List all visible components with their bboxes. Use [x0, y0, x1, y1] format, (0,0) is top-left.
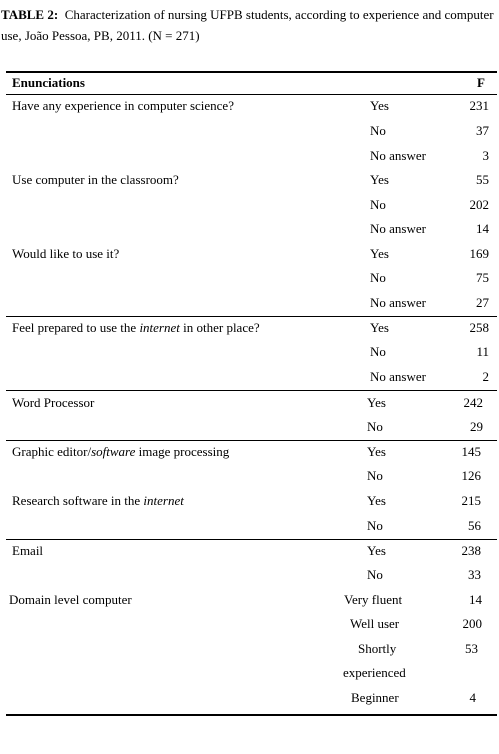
row-answer: No: [367, 419, 383, 434]
row-frequency: 29: [470, 419, 483, 434]
row-frequency: 200: [462, 616, 482, 631]
row-frequency: 14: [476, 221, 489, 236]
row-frequency: 33: [468, 567, 481, 582]
row-answer: Beginner: [351, 690, 399, 705]
row-answer: experienced: [343, 665, 406, 680]
row-answer: No: [367, 468, 383, 483]
table-title: Characterization of nursing UFPB students, according to experience and computer use, João Pessoa, PB, 2011. (N = 271): [1, 7, 494, 43]
row-frequency: 169: [469, 246, 489, 261]
row-answer: No: [370, 270, 386, 285]
row-answer: Very fluent: [344, 592, 403, 607]
row-answer: No answer: [370, 369, 426, 384]
row-enunciation-pre: Graphic editor/: [12, 444, 92, 459]
row-answer: Yes: [367, 493, 386, 508]
row-frequency: 2: [482, 369, 489, 384]
row-answer: Yes: [367, 543, 386, 558]
row-answer: No: [367, 567, 383, 582]
row-frequency: 27: [476, 295, 489, 310]
row-answer: Yes: [370, 246, 389, 261]
row-frequency: 56: [468, 518, 481, 533]
header-rule: [6, 94, 497, 95]
row-answer: Well user: [350, 616, 400, 631]
group-rule: [6, 539, 497, 540]
row-answer: No: [367, 518, 383, 533]
table-label: TABLE 2:: [1, 7, 59, 22]
row-enunciation: Domain level computer: [9, 592, 132, 607]
row-frequency: 53: [465, 641, 478, 656]
row-frequency: 126: [461, 468, 481, 483]
group-rule: [6, 440, 497, 441]
row-enunciation-em: internet: [143, 493, 184, 508]
row-frequency: 215: [461, 493, 481, 508]
group-rule: [6, 316, 497, 317]
row-answer: Yes: [367, 395, 386, 410]
row-enunciation: Email: [12, 543, 44, 558]
row-answer: No: [370, 344, 386, 359]
row-frequency: 145: [461, 444, 481, 459]
row-enunciation-em: software: [91, 444, 136, 459]
row-frequency: 3: [482, 148, 489, 163]
row-enunciation: [12, 493, 184, 509]
row-enunciation-post: image processing: [135, 444, 230, 459]
row-answer: Yes: [367, 444, 386, 459]
row-frequency: 14: [469, 592, 482, 607]
row-answer: No answer: [370, 148, 426, 163]
row-enunciation-pre: Research software in the: [12, 493, 144, 508]
header-enunciations: Enunciations: [12, 75, 85, 90]
group-rule: [6, 390, 497, 391]
row-enunciation-em: internet: [139, 320, 180, 335]
row-answer: No: [370, 123, 386, 138]
row-enunciation-pre: Feel prepared to use the: [12, 320, 140, 335]
row-enunciation: [12, 444, 229, 460]
row-enunciation: Would like to use it?: [12, 246, 120, 261]
row-enunciation-post: in other place?: [179, 320, 260, 335]
row-enunciation: Word Processor: [12, 395, 95, 410]
row-frequency: 37: [476, 123, 489, 138]
row-answer: No: [370, 197, 386, 212]
row-answer: Yes: [370, 320, 389, 335]
header-frequency: F: [477, 75, 485, 90]
row-answer: No answer: [370, 221, 426, 236]
row-frequency: 75: [476, 270, 489, 285]
row-frequency: 202: [469, 197, 489, 212]
row-enunciation: Have any experience in computer science?: [12, 98, 234, 113]
row-enunciation: Use computer in the classroom?: [12, 172, 179, 187]
row-frequency: 238: [461, 543, 481, 558]
row-frequency: 258: [469, 320, 489, 335]
row-frequency: 242: [463, 395, 483, 410]
bottom-rule: [6, 714, 497, 716]
row-enunciation: [12, 320, 260, 336]
row-frequency: 4: [469, 690, 476, 705]
row-answer: No answer: [370, 295, 426, 310]
row-frequency: 11: [476, 344, 489, 359]
row-answer: Yes: [370, 98, 389, 113]
table-caption: [1, 4, 495, 46]
top-rule: [6, 71, 497, 73]
row-frequency: 231: [469, 98, 489, 113]
row-answer: Yes: [370, 172, 389, 187]
row-answer: Shortly: [358, 641, 397, 656]
row-frequency: 55: [476, 172, 489, 187]
